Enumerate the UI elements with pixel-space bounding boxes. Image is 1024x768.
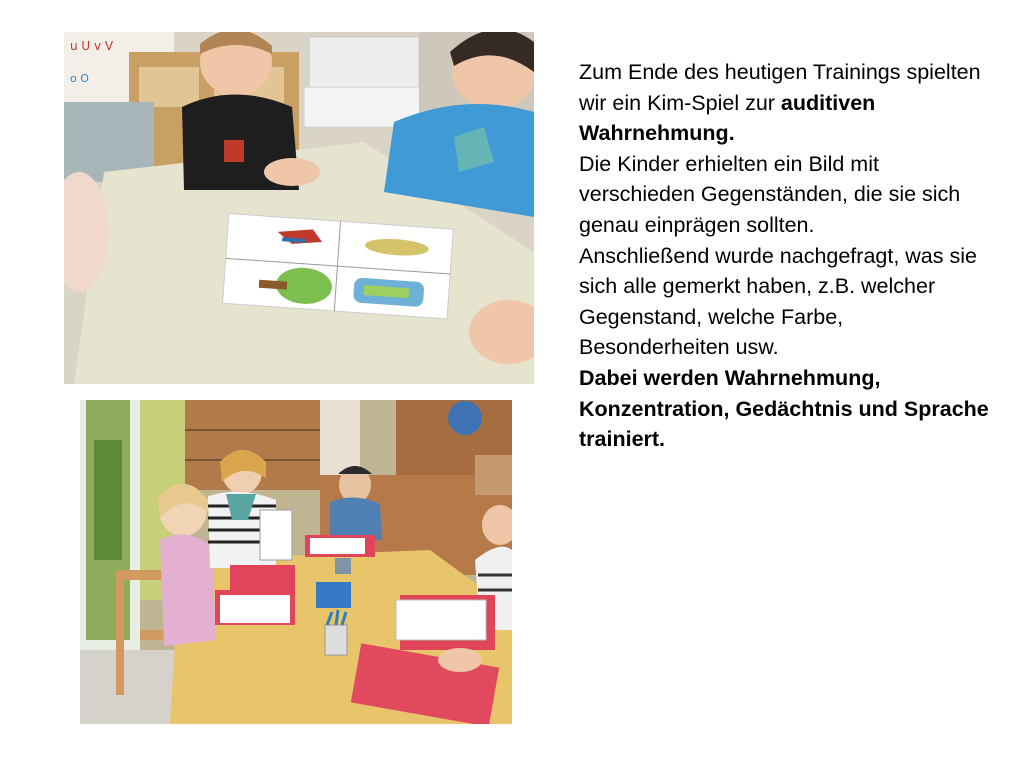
svg-text:o O: o O — [70, 72, 89, 85]
photo-children-memory-game-table — [64, 32, 534, 384]
intro-text: Zum Ende des heutigen Trainings spielten wir ein Kim-Spiel zur — [579, 60, 981, 115]
paragraph-followup: Anschließend wurde nachgefragt, was sie sich alle gemerkt haben, z.B. welcher Gegenstand, welche Farbe, Besonderheiten usw. — [579, 243, 977, 360]
svg-text:u U v V: u U v V — [70, 39, 114, 53]
conclusion-bold-text: Dabei werden Wahrnehmung, Konzentration, Gedächtnis und Sprache trainiert. — [579, 365, 989, 452]
description-text — [579, 57, 999, 455]
photo-classroom-children-worksheets — [80, 400, 512, 724]
paragraph-task: Die Kinder erhielten ein Bild mit verschieden Gegenständen, die sie sich genau einprägen sollten. — [579, 151, 961, 237]
intro-bold-text: auditiven Wahrnehmung. — [579, 90, 876, 146]
paragraph-intro — [579, 57, 999, 149]
paragraph-conclusion — [579, 363, 999, 455]
